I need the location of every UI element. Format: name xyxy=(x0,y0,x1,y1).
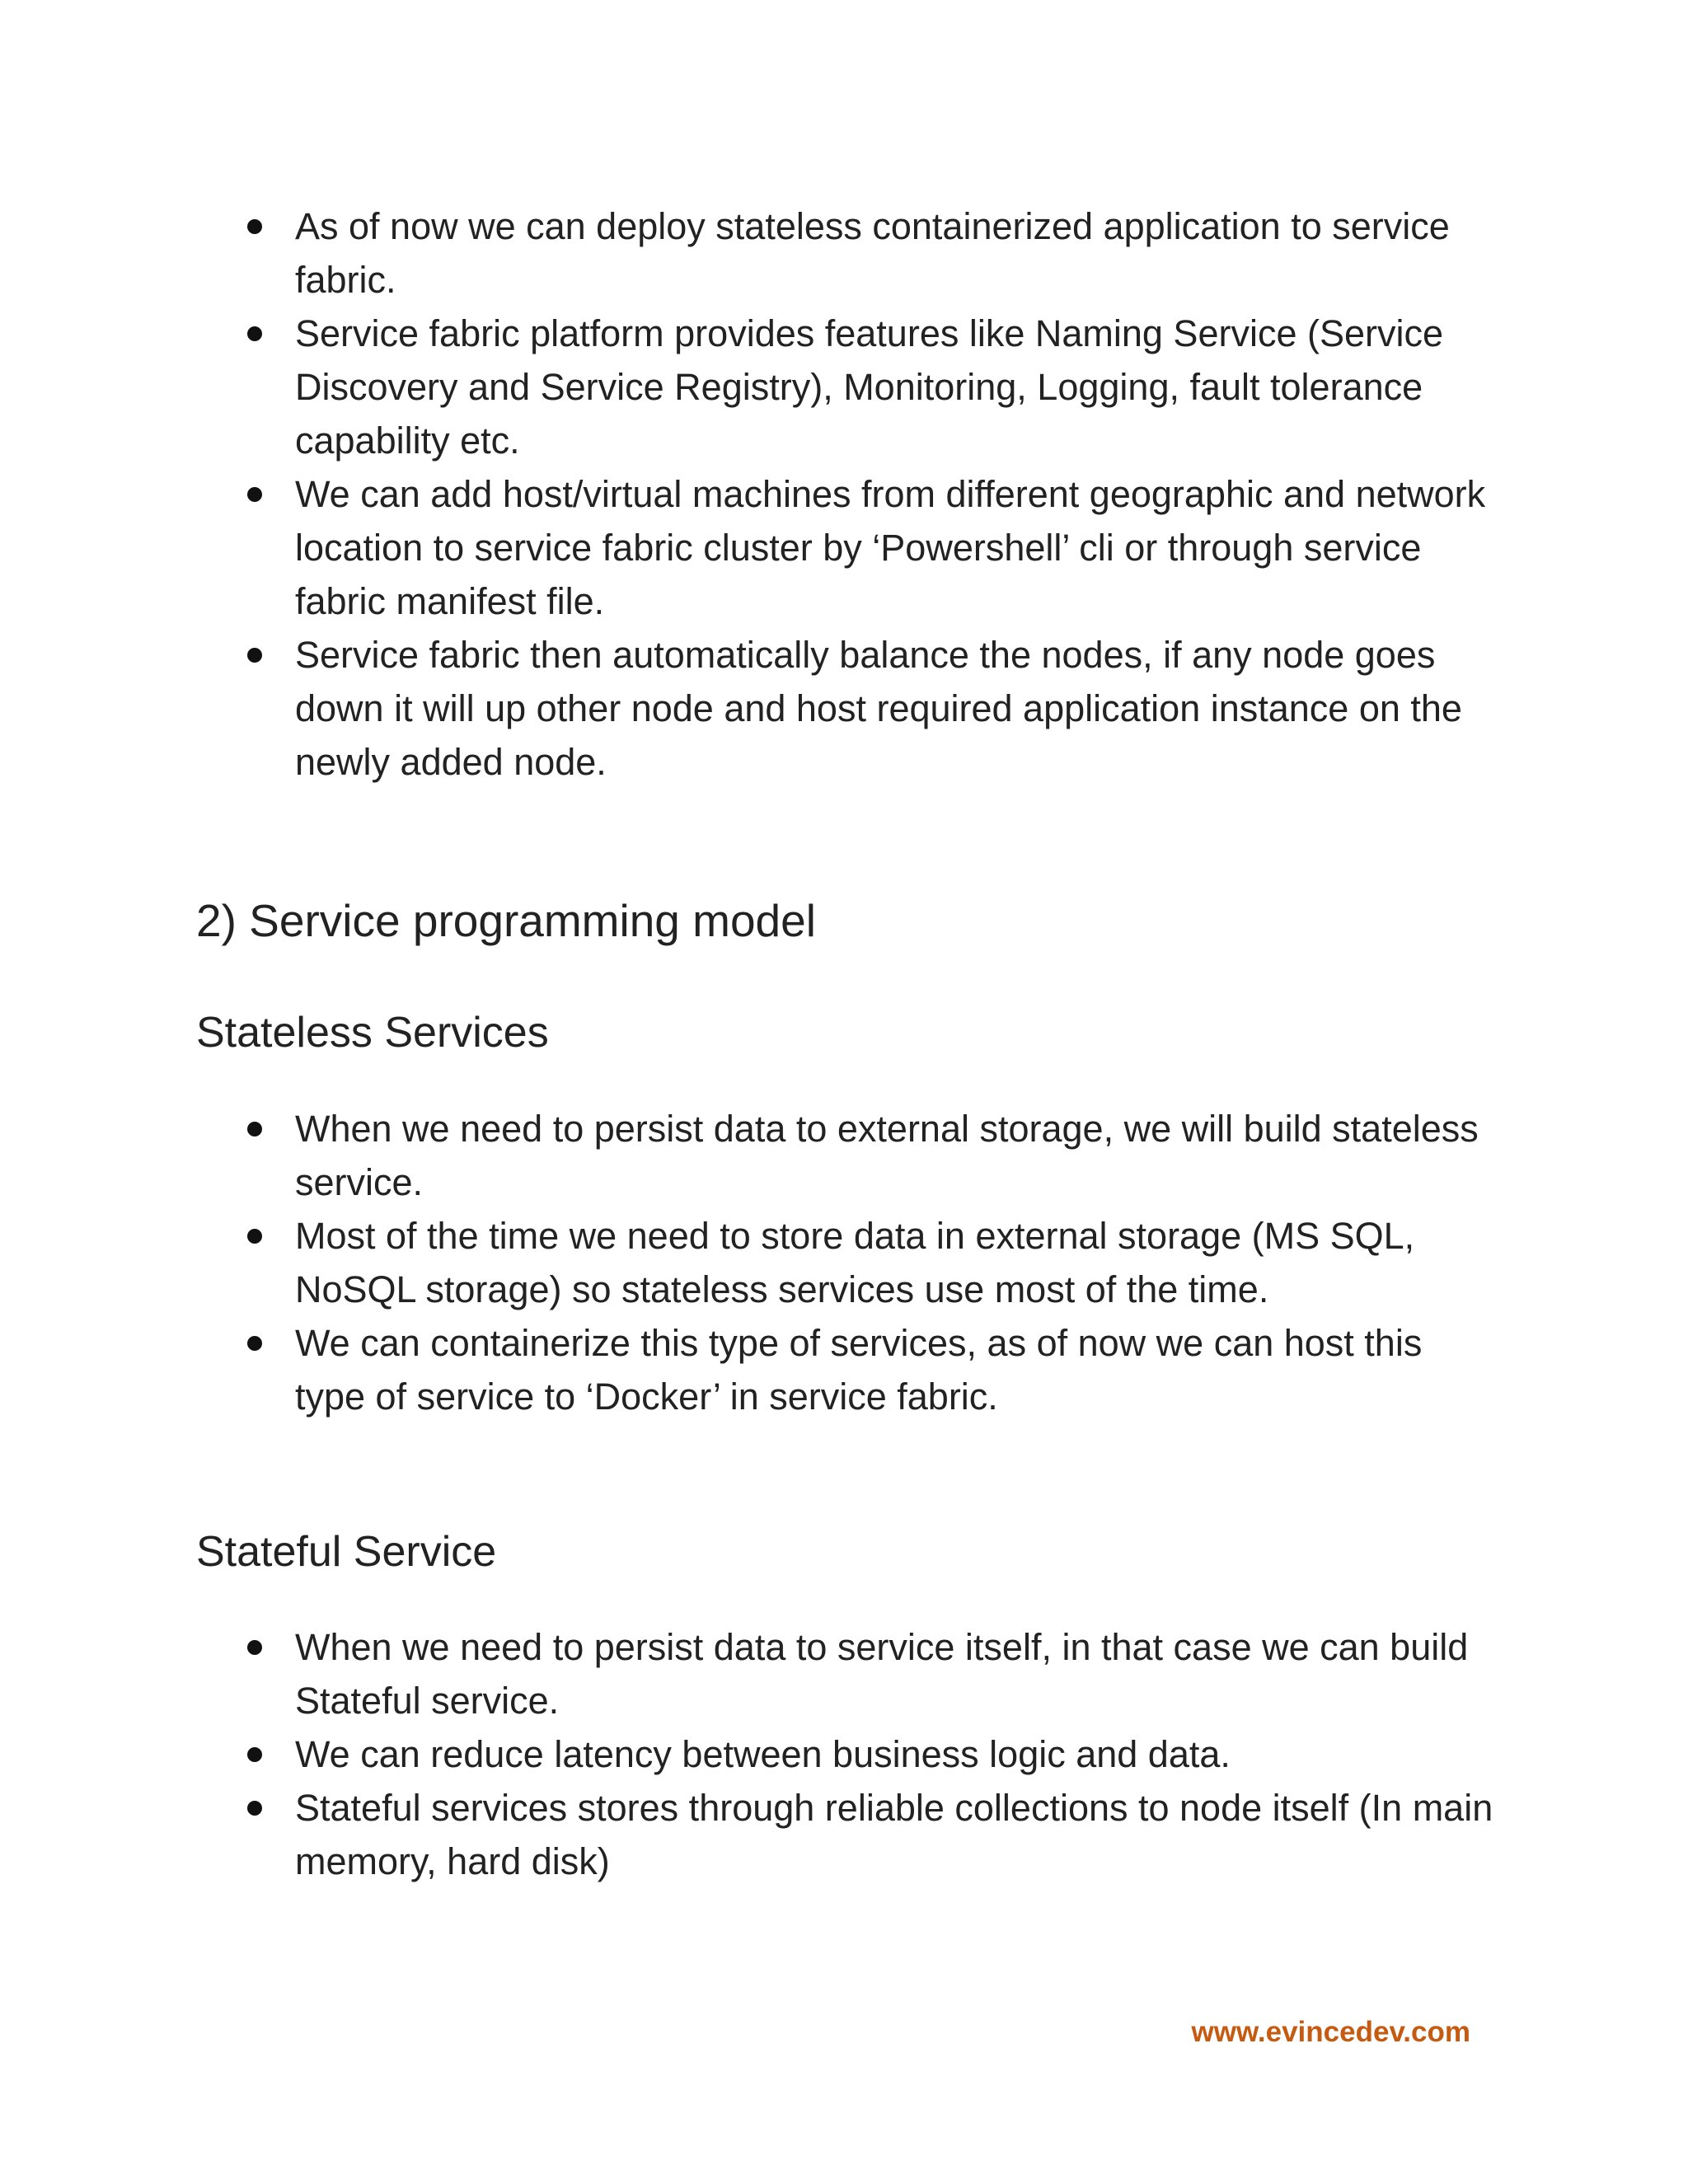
list-item-text: When we need to persist data to service itself, in that case we can build Stateful service. xyxy=(295,1626,1469,1722)
stateless-bullet-list xyxy=(247,1102,1500,1423)
bullet-icon xyxy=(247,1229,262,1244)
section-heading: 2) Service programming model xyxy=(196,895,816,946)
stateful-service-heading: Stateful Service xyxy=(196,1528,497,1576)
bullet-icon xyxy=(247,648,262,663)
intro-bullet-list xyxy=(247,199,1500,789)
list-item xyxy=(247,199,1500,307)
bullet-icon xyxy=(247,1336,262,1351)
list-item-text: Service fabric then automatically balance the nodes, if any node goes down it will up other node and host required application instance on the newly added node. xyxy=(295,634,1462,783)
list-item-text: We can add host/virtual machines from different geographic and network location to service fabric cluster by ‘Powershell’ cli or through service fabric manifest file. xyxy=(295,473,1486,622)
bullet-icon xyxy=(247,1747,262,1762)
bullet-icon xyxy=(247,326,262,341)
bullet-icon xyxy=(247,487,262,502)
list-item xyxy=(247,628,1500,789)
list-item xyxy=(247,1102,1500,1209)
footer-website-link[interactable]: www.evincedev.com xyxy=(1191,2016,1470,2048)
bullet-icon xyxy=(247,1122,262,1137)
list-item xyxy=(247,1781,1500,1888)
list-item-text: Stateful services stores through reliable collections to node itself (In main memory, hard disk) xyxy=(295,1787,1493,1882)
list-item xyxy=(247,467,1500,628)
list-item-text: Most of the time we need to store data in external storage (MS SQL, NoSQL storage) so stateless services use most of the time. xyxy=(295,1215,1415,1310)
bullet-icon xyxy=(247,1640,262,1655)
list-item-text: When we need to persist data to external storage, we will build stateless service. xyxy=(295,1108,1479,1203)
list-item xyxy=(247,1316,1500,1423)
bullet-icon xyxy=(247,1801,262,1816)
list-item xyxy=(247,307,1500,467)
list-item-text: Service fabric platform provides features like Naming Service (Service Discovery and Service Registry), Monitoring, Logging, fault tolerance capability etc. xyxy=(295,312,1444,462)
bullet-icon xyxy=(247,219,262,234)
stateless-services-heading: Stateless Services xyxy=(196,1009,549,1057)
list-item xyxy=(247,1620,1500,1727)
list-item-text: We can reduce latency between business logic and data. xyxy=(295,1733,1231,1775)
list-item xyxy=(247,1209,1500,1316)
list-item-text: As of now we can deploy stateless containerized application to service fabric. xyxy=(295,205,1450,301)
stateful-bullet-list xyxy=(247,1620,1500,1888)
list-item xyxy=(247,1727,1500,1781)
list-item-text: We can containerize this type of services, as of now we can host this type of service to ‘Docker’ in service fabric. xyxy=(295,1322,1423,1418)
